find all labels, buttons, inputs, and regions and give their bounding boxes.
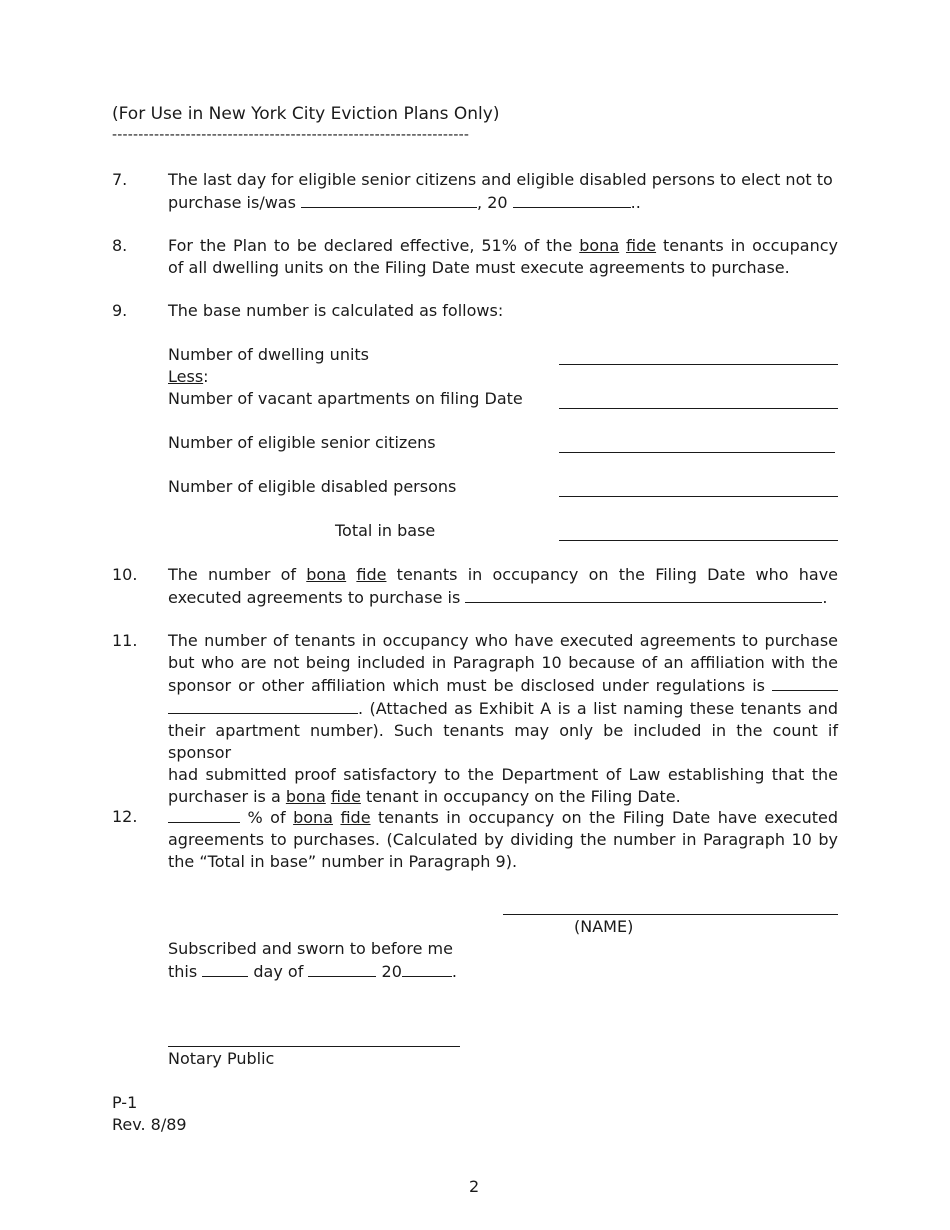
paragraph-9-number: 9. <box>112 301 128 320</box>
paragraph-11-line-2: but who are not being included in Paragraph 10 because of an affiliation with the <box>168 653 838 672</box>
paragraph-9-intro: The base number is calculated as follows: <box>168 301 504 320</box>
sworn-year-blank[interactable] <box>402 960 452 977</box>
fide-text: fide <box>356 565 387 584</box>
less-colon: : <box>203 367 209 386</box>
paragraph-11-line-4 <box>168 697 838 720</box>
day-blank[interactable] <box>202 960 248 977</box>
paragraph-10-end: . <box>822 588 828 607</box>
paragraph-12-line-1 <box>168 806 838 829</box>
paragraph-12 <box>168 806 838 873</box>
paragraph-11-line-1: The number of tenants in occupancy who have executed agreements to purchase <box>168 631 838 650</box>
year-prefix-text: 20 <box>381 962 402 981</box>
paragraph-10-line-1 <box>168 564 838 586</box>
paragraph-7-line-1: The last day for eligible senior citizens and eligible disabled persons to elect not to <box>168 170 833 189</box>
paragraph-8 <box>168 235 838 279</box>
year-blank[interactable] <box>513 191 631 208</box>
fide-text: fide <box>330 787 361 806</box>
affiliation-count-blank-a[interactable] <box>772 674 838 691</box>
bona-text: bona <box>579 236 620 255</box>
month-blank[interactable] <box>308 960 376 977</box>
sworn-date-end: . <box>451 962 457 981</box>
vacant-apartments-label: Number of vacant apartments on filing Date <box>168 389 523 408</box>
this-text: this <box>168 962 198 981</box>
bona-text: bona <box>306 565 347 584</box>
name-signature-line[interactable] <box>503 914 838 915</box>
notary-signature-line[interactable] <box>168 1046 460 1047</box>
percentage-blank[interactable] <box>168 806 240 823</box>
bona-text: bona <box>285 787 326 806</box>
form-header: (For Use in New York City Eviction Plans Only) <box>112 104 500 124</box>
disabled-persons-blank[interactable] <box>559 496 838 497</box>
paragraph-7-text: purchase is/was <box>168 193 296 212</box>
less-label <box>168 366 209 388</box>
name-label: (NAME) <box>574 917 634 936</box>
paragraph-10-line-2 <box>168 586 838 609</box>
sworn-date-line <box>168 960 457 983</box>
paragraph-11 <box>168 630 838 808</box>
paragraph-11-text-4: . (Attached as Exhibit A is a list naming these tenants and <box>358 699 838 718</box>
paragraph-12-line-2: agreements to purchases. (Calculated by dividing the number in Paragraph 10 by <box>168 830 838 849</box>
paragraph-7-line-2 <box>168 191 838 214</box>
paragraph-12-number: 12. <box>112 807 138 826</box>
fide-text: fide <box>340 808 371 827</box>
vacant-apartments-blank[interactable] <box>559 408 838 409</box>
paragraph-7-end: .. <box>630 193 641 212</box>
paragraph-7 <box>168 169 838 214</box>
paragraph-11-line-3 <box>168 674 838 697</box>
disabled-persons-label: Number of eligible disabled persons <box>168 477 457 496</box>
paragraph-11-line-5: their apartment number). Such tenants may only be included in the count if sponsor <box>168 721 838 762</box>
paragraph-8-line-1 <box>168 235 838 257</box>
paragraph-8-number: 8. <box>112 236 128 255</box>
paragraph-11-text-3: sponsor or other affiliation which must be disclosed under regulations is <box>168 676 766 695</box>
affiliation-count-blank-b[interactable] <box>168 697 358 714</box>
paragraph-12-text-a: % of <box>247 808 286 827</box>
paragraph-8-text-a: For the Plan to be declared effective, 51% of the <box>168 236 573 255</box>
day-of-text: day of <box>253 962 304 981</box>
senior-citizens-label: Number of eligible senior citizens <box>168 433 436 452</box>
paragraph-8-line-2: of all dwelling units on the Filing Date must execute agreements to purchase. <box>168 258 790 277</box>
paragraph-12-line-3: the “Total in base” number in Paragraph 9). <box>168 852 518 871</box>
last-day-blank[interactable] <box>301 191 477 208</box>
paragraph-10-text-a: The number of <box>168 565 297 584</box>
form-id: P-1 <box>112 1093 138 1112</box>
paragraph-10 <box>168 564 838 609</box>
paragraph-7-year-prefix: , 20 <box>477 193 508 212</box>
executed-agreements-blank[interactable] <box>465 586 822 603</box>
less-text: Less <box>168 367 204 386</box>
paragraph-11-text-7b: tenant in occupancy on the Filing Date. <box>366 787 681 806</box>
paragraph-10-text-b: tenants in occupancy on the Filing Date who have <box>396 565 839 584</box>
paragraph-11-line-7 <box>168 786 838 808</box>
paragraph-11-number: 11. <box>112 631 138 650</box>
form-revision: Rev. 8/89 <box>112 1115 187 1134</box>
paragraph-11-line-6: had submitted proof satisfactory to the Department of Law establishing that the <box>168 765 838 784</box>
notary-label: Notary Public <box>168 1049 275 1068</box>
total-in-base-label: Total in base <box>335 521 436 540</box>
dwelling-units-blank[interactable] <box>559 364 838 365</box>
header-divider: -------------------------------------------------------------------- <box>112 127 470 143</box>
paragraph-11-text-7a: purchaser is a <box>168 787 281 806</box>
dwelling-units-label: Number of dwelling units <box>168 345 370 364</box>
bona-text: bona <box>293 808 333 827</box>
paragraph-10-text-c: executed agreements to purchase is <box>168 588 461 607</box>
paragraph-8-text-b: tenants in occupancy <box>662 236 838 255</box>
fide-text: fide <box>626 236 657 255</box>
total-in-base-blank[interactable] <box>559 540 838 541</box>
sworn-statement: Subscribed and sworn to before me <box>168 939 453 958</box>
page-number: 2 <box>469 1177 480 1196</box>
paragraph-7-number: 7. <box>112 170 128 189</box>
senior-citizens-blank[interactable] <box>559 452 835 453</box>
paragraph-12-text-b: tenants in occupancy on the Filing Date have executed <box>378 808 839 827</box>
paragraph-10-number: 10. <box>112 565 138 584</box>
